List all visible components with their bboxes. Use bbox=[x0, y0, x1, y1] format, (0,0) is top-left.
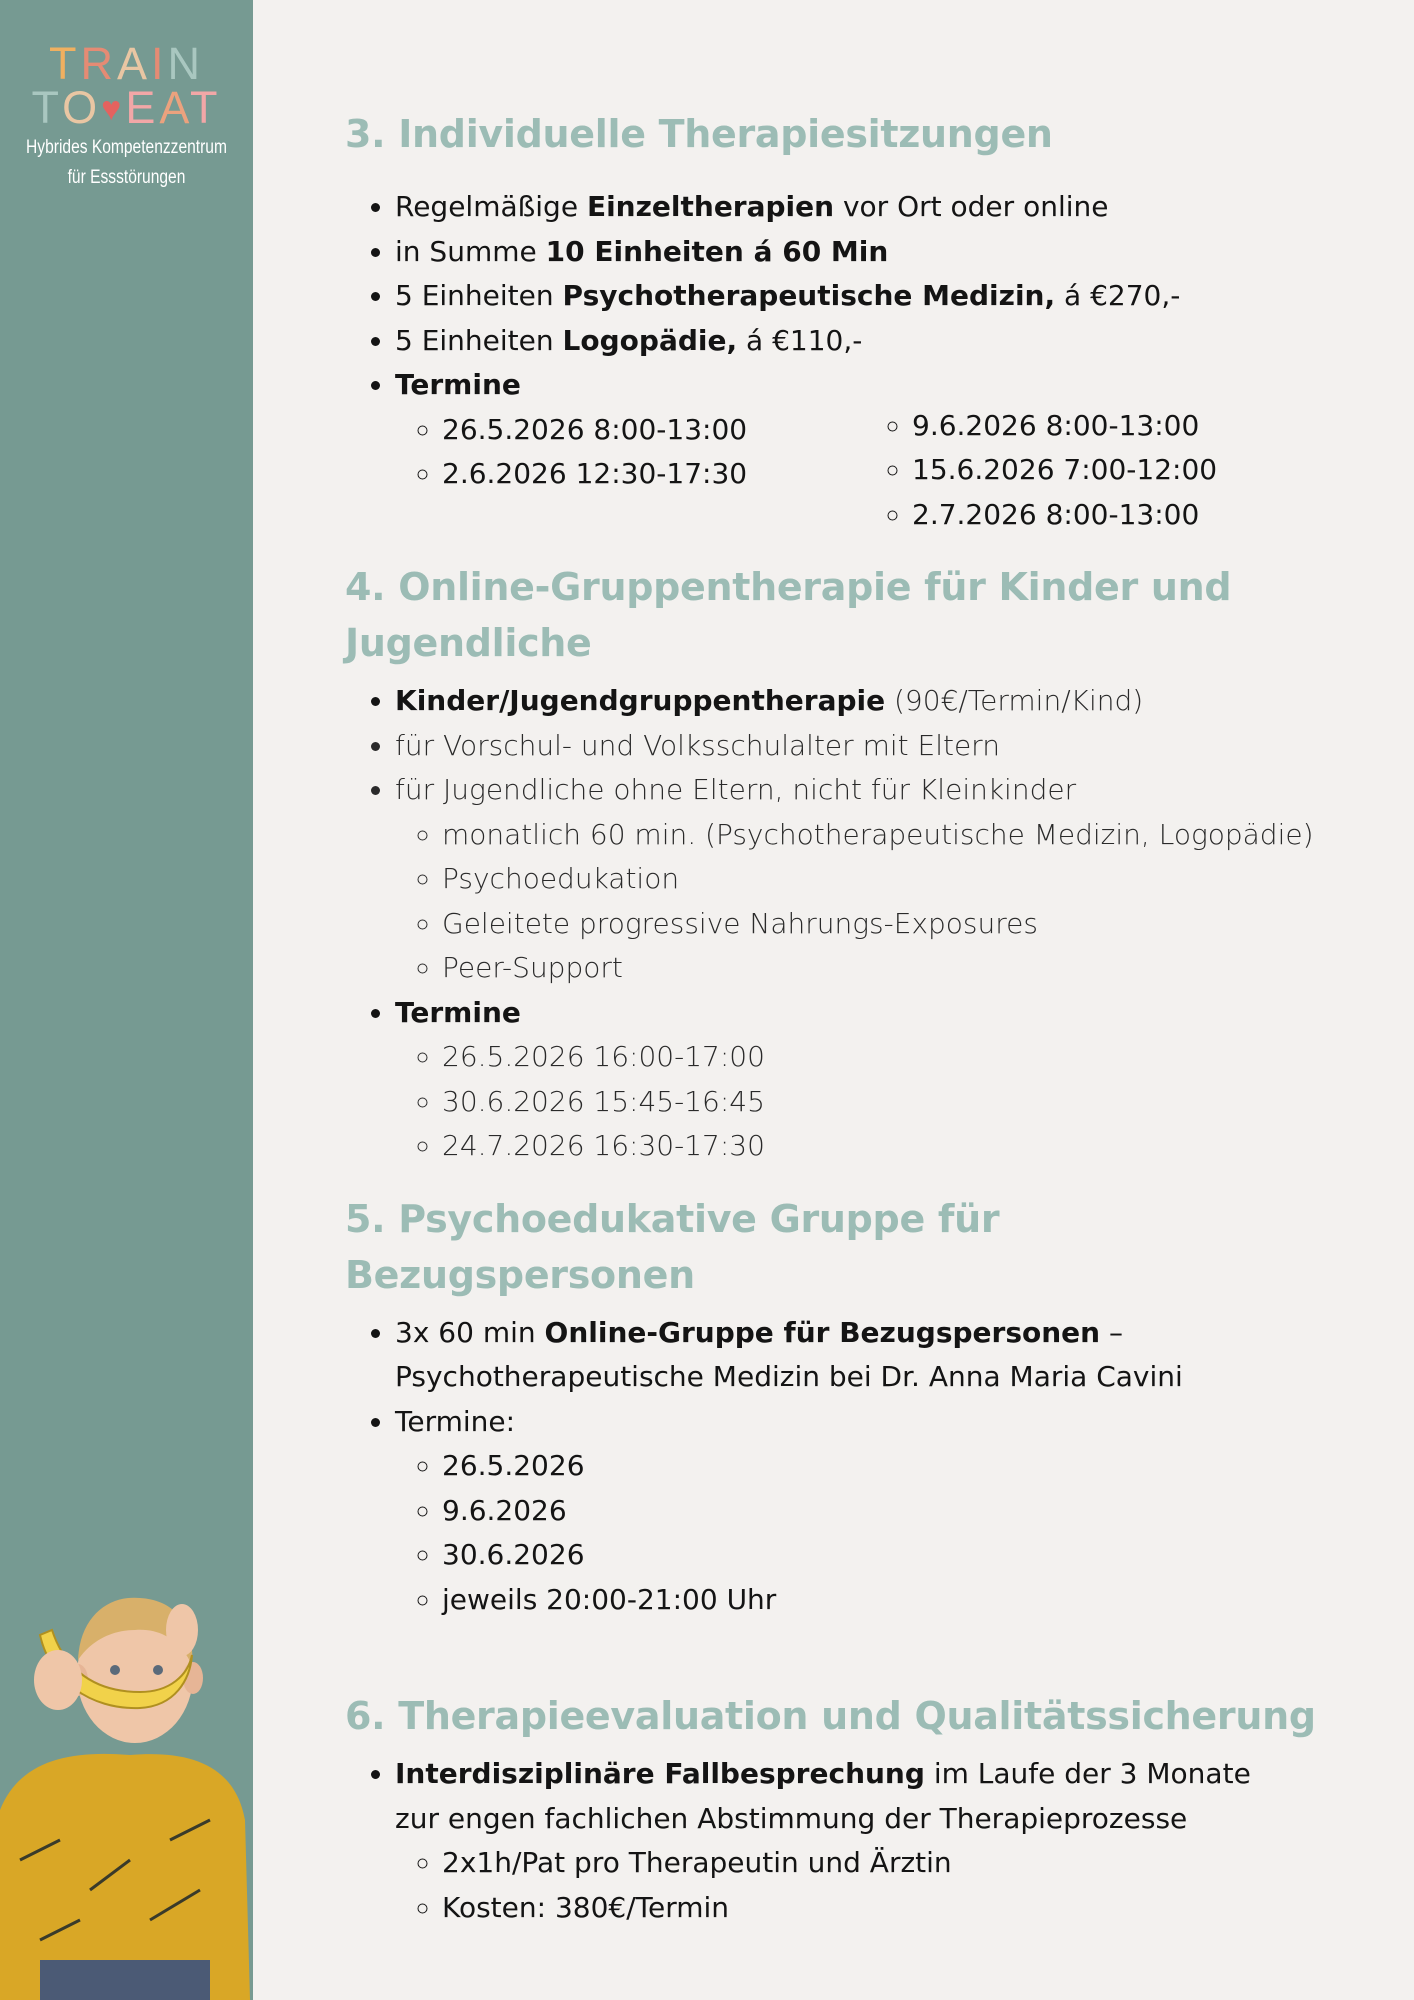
list-item bbox=[395, 1752, 1345, 1930]
list-item bbox=[395, 1400, 1345, 1623]
list-item bbox=[395, 230, 1345, 275]
termine-label: Termine: bbox=[395, 1404, 516, 1438]
date-item: ◦ 26.5.2026 16:00-17:00 bbox=[442, 1035, 1345, 1080]
child-eye bbox=[153, 1665, 163, 1675]
list-item bbox=[395, 319, 1345, 364]
list-item bbox=[395, 185, 1345, 230]
text: 5 Einheiten bbox=[395, 323, 563, 357]
child-with-banana-photo bbox=[0, 1560, 253, 2000]
sub-item: ◦ monatlich 60 min. (Psychotherapeutische Medizin, Logopädie) bbox=[442, 813, 1345, 858]
bold-text: Interdisziplinäre Fallbesprechung bbox=[395, 1757, 925, 1790]
text: vor Ort oder online bbox=[834, 190, 1109, 223]
bold-text: 10 Einheiten á 60 Min bbox=[545, 234, 889, 268]
logo-line-1 bbox=[0, 38, 253, 89]
logo-letter: T bbox=[190, 82, 222, 133]
sub-item: ◦ Psychoedukation bbox=[442, 857, 1345, 902]
date-item: ◦ jeweils 20:00-21:00 Uhr bbox=[442, 1578, 1345, 1623]
bold-text: Psychotherapeutische Medizin, bbox=[562, 279, 1056, 312]
termine-column-1 bbox=[395, 408, 912, 538]
logo-letter: T bbox=[48, 38, 81, 89]
logo-letter: N bbox=[167, 38, 205, 89]
text: á €270,- bbox=[1055, 279, 1181, 312]
list-item bbox=[395, 679, 1345, 724]
text: im Laufe der 3 Monate bbox=[924, 1757, 1251, 1790]
child-hand bbox=[166, 1604, 198, 1656]
list-item bbox=[395, 363, 1345, 537]
date-item: ◦ 9.6.2026 bbox=[442, 1489, 1345, 1534]
logo-subtitle-line: Hybrides Kompetenzzentrum bbox=[26, 137, 227, 158]
sub-item: ◦ Peer-Support bbox=[442, 946, 1345, 991]
logo-letter: O bbox=[62, 82, 102, 133]
termine-label: Termine bbox=[395, 368, 521, 401]
date-item: ◦ 2.6.2026 12:30-17:30 bbox=[442, 452, 912, 497]
title-line: Jugendliche bbox=[345, 621, 592, 665]
bold-text: Einzeltherapien bbox=[586, 190, 835, 223]
logo-letter: T bbox=[31, 82, 63, 133]
logo-line-2 bbox=[0, 82, 253, 133]
termine-list bbox=[395, 1035, 1345, 1169]
text: á €110,- bbox=[737, 323, 863, 357]
termine-column-2 bbox=[912, 404, 1217, 538]
title-line: 4. Online-Gruppentherapie für Kinder und bbox=[345, 565, 1232, 609]
sidebar bbox=[0, 0, 253, 2000]
sub-item: ◦ Geleitete progressive Nahrungs-Exposures bbox=[442, 902, 1345, 947]
termine-list bbox=[395, 1444, 1345, 1622]
train-to-eat-logo bbox=[0, 38, 253, 193]
bold-text: Kinder/Jugendgruppentherapie bbox=[395, 684, 886, 717]
sub-item: ◦ 2x1h/Pat pro Therapeutin und Ärztin bbox=[442, 1841, 1345, 1886]
section-3-title: 3. Individuelle Therapiesitzungen bbox=[345, 112, 1053, 156]
termine-columns bbox=[395, 408, 1345, 538]
logo-subtitle-line: für Essstörungen bbox=[67, 167, 186, 188]
date-item: ◦ 30.6.2026 15:45-16:45 bbox=[442, 1080, 1345, 1125]
section-4-title bbox=[345, 559, 1345, 671]
logo-letter: I bbox=[151, 38, 168, 89]
logo-letter: R bbox=[80, 38, 117, 89]
text: Psychotherapeutische Medizin bei Dr. Anna Maria Cavini bbox=[395, 1360, 1183, 1393]
list-item bbox=[395, 274, 1345, 319]
text: 5 Einheiten bbox=[395, 279, 563, 312]
sub-item: ◦ Kosten: 380€/Termin bbox=[442, 1886, 1345, 1931]
bold-text: Online-Gruppe für Bezugspersonen bbox=[544, 1315, 1101, 1349]
text: in Summe bbox=[395, 234, 546, 268]
date-item: ◦ 26.5.2026 8:00-13:00 bbox=[442, 408, 912, 453]
logo-letter: A bbox=[159, 82, 191, 133]
text: – bbox=[1100, 1315, 1123, 1349]
logo-letter: A bbox=[116, 38, 151, 89]
text: für Jugendliche ohne Eltern, nicht für Kleinkinder bbox=[395, 773, 1077, 806]
heart-icon: ♥ bbox=[101, 90, 126, 128]
text: zur engen fachlichen Abstimmung der Therapieprozesse bbox=[395, 1801, 1188, 1835]
date-item: ◦ 2.7.2026 8:00-13:00 bbox=[912, 493, 1217, 538]
sublist bbox=[395, 1841, 1345, 1930]
list-item bbox=[395, 768, 1345, 991]
date-item: ◦ 26.5.2026 bbox=[442, 1444, 1345, 1489]
list-item: • für Vorschul- und Volksschulalter mit Eltern bbox=[395, 724, 1345, 769]
section-4-list bbox=[345, 679, 1345, 1169]
date-item: ◦ 24.7.2026 16:30-17:30 bbox=[442, 1124, 1345, 1169]
section-6-list bbox=[345, 1752, 1345, 1930]
bold-text: Logopädie, bbox=[562, 323, 738, 357]
logo-letter: E bbox=[125, 82, 160, 133]
termine-label: Termine bbox=[395, 995, 521, 1029]
section-5-title: 5. Psychoedukative Gruppe für Bezugspersonen bbox=[345, 1196, 1000, 1297]
text: (90€/Termin/Kind) bbox=[885, 684, 1144, 717]
text: 3x 60 min bbox=[395, 1315, 545, 1349]
list-item bbox=[395, 991, 1345, 1169]
date-item: ◦ 15.6.2026 7:00-12:00 bbox=[912, 448, 1217, 493]
logo-subtitle bbox=[23, 133, 230, 193]
child-eye bbox=[110, 1665, 120, 1675]
section-5-list bbox=[345, 1311, 1345, 1623]
child-hand bbox=[34, 1650, 82, 1710]
main-content bbox=[345, 106, 1345, 1930]
text: Regelmäßige bbox=[395, 190, 587, 223]
date-item: ◦ 30.6.2026 bbox=[442, 1533, 1345, 1578]
list-item bbox=[395, 1311, 1345, 1400]
section-3-list bbox=[345, 185, 1345, 537]
section-6-title: 6. Therapieevaluation und Qualitätssicherung bbox=[345, 1694, 1316, 1738]
sublist bbox=[395, 813, 1345, 991]
child-jeans bbox=[40, 1960, 210, 2000]
date-item: ◦ 9.6.2026 8:00-13:00 bbox=[912, 404, 1217, 449]
